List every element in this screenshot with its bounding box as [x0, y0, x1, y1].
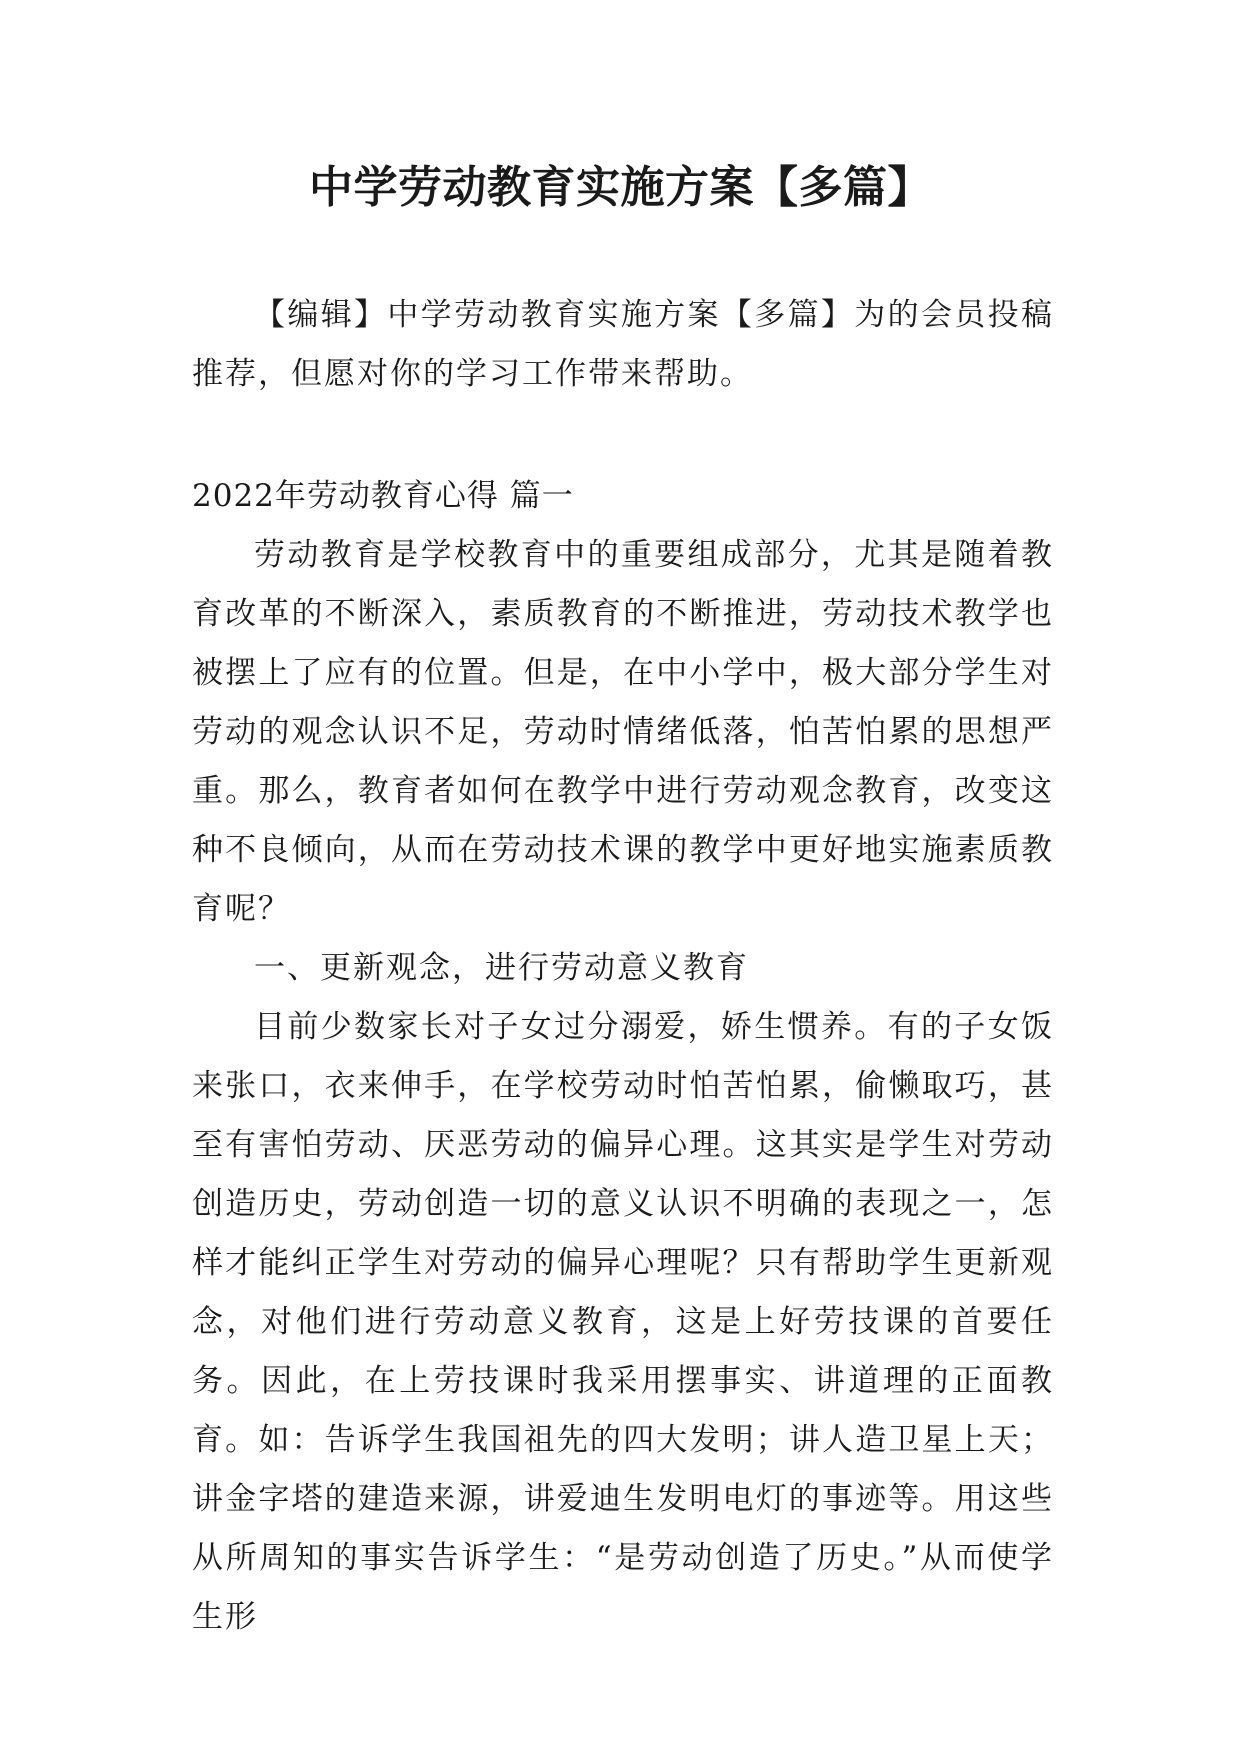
- subsection-heading: 一、更新观念，进行劳动意义教育: [254, 950, 749, 986]
- document-title: 中学劳动教育实施方案【多篇】: [309, 162, 932, 213]
- section-heading: 2022年劳动教育心得 篇一: [192, 478, 574, 514]
- intro-block: [192, 286, 1054, 404]
- intro-paragraph: 【编辑】中学劳动教育实施方案【多篇】为的会员投稿推荐，但愿对你的学习工作带来帮助。: [192, 297, 1054, 392]
- body-paragraph: 目前少数家长对子女过分溺爱，娇生惯养。有的子女饭来张口，衣来伸手，在学校劳动时怕苦怕累，偷懒取巧，甚至有害怕劳动、厌恶劳动的偏异心理。这其实是学生对劳动创造历史，劳动创造一切的意义认识不明确的表现之一，怎样才能纠正学生对劳动的偏异心理呢？只有帮助学生更新观念，对他们进行劳动意义教育，这是上好劳技课的首要任务。因此，在上劳技课时我采用摆事实、讲道理的正面教育。如：告诉学生我国祖先的四大发明；讲人造卫星上天；讲金字塔的建造来源，讲爱迪生发明电灯的事迹等。用这些从所周知的事实告诉学生：“是劳动创造了历史。”从而使学生形: [192, 1009, 1054, 1635]
- article-body: [192, 467, 1054, 1647]
- body-paragraph: 劳动教育是学校教育中的重要组成部分，尤其是随着教育改革的不断深入，素质教育的不断推进，劳动技术教学也被摆上了应有的位置。但是，在中小学中，极大部分学生对劳动的观念认识不足，劳动时情绪低落，怕苦怕累的思想严重。那么，教育者如何在教学中进行劳动观念教育，改变这种不良倾向，从而在劳动技术课的教学中更好地实施素质教育呢？: [192, 537, 1054, 927]
